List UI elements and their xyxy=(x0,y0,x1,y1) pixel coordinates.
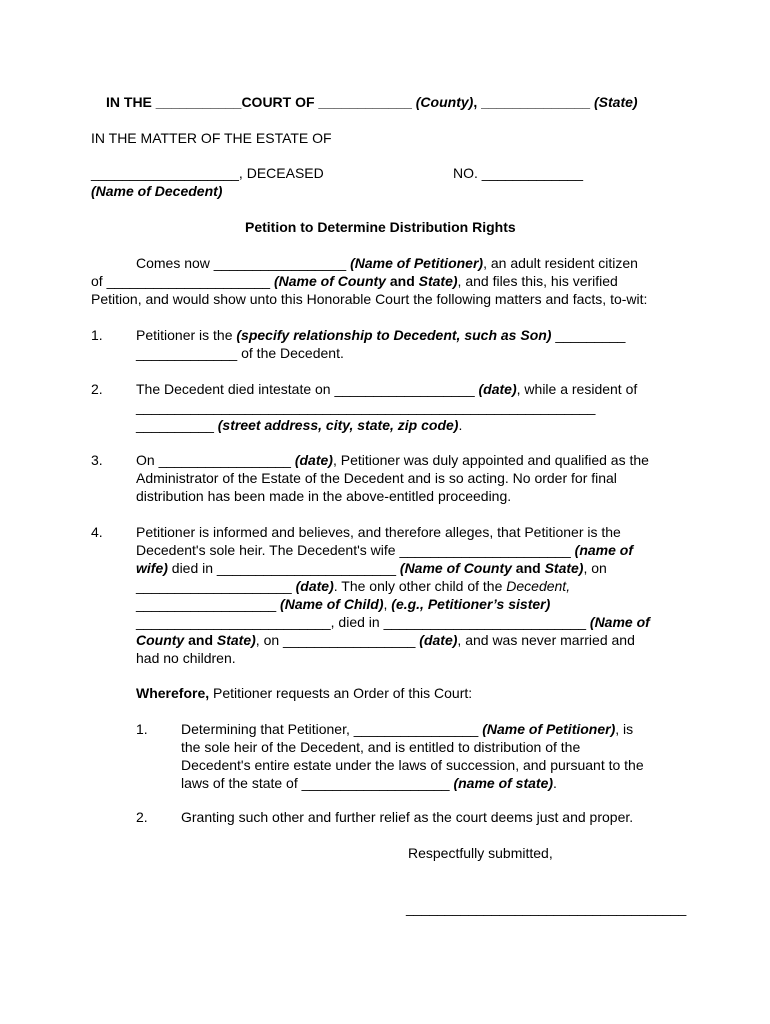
case-number: NO. _____________ xyxy=(453,165,583,181)
intro-text: , an adult resident citizen xyxy=(483,255,638,271)
item-4-text: . The only other child of the xyxy=(333,578,507,594)
request-1-text: Determining that Petitioner, ________________ xyxy=(181,721,483,737)
item-4-wife-label: wife) xyxy=(136,560,168,576)
request-1-number: 1. xyxy=(136,721,148,737)
item-4-county-label: County xyxy=(136,632,189,648)
intro-text: , and files this, his verified xyxy=(457,273,618,289)
matter-line: IN THE MATTER OF THE ESTATE OF xyxy=(91,130,332,146)
item-3-line-3: distribution has been made in the above-entitled proceeding. xyxy=(136,488,512,504)
intro-state-label: State) xyxy=(414,273,458,289)
item-4-and: and xyxy=(515,560,541,576)
item-1-line-1 xyxy=(136,326,625,344)
request-1-petitioner-label: (Name of Petitioner) xyxy=(482,721,616,737)
name-of-decedent-label: (Name of Decedent) xyxy=(91,183,223,199)
item-4-text: _________________________, died in __________________________ xyxy=(136,614,590,630)
request-1-state-label: (name of state) xyxy=(453,775,554,791)
item-2-date-label: (date) xyxy=(478,381,517,397)
item-1-blank: _________ xyxy=(551,327,626,343)
item-4-date-label: (date) xyxy=(419,632,458,648)
request-1-text: laws of the state of ___________________ xyxy=(181,775,454,791)
item-3-text: , Petitioner was duly appointed and qualified as the xyxy=(332,452,649,468)
intro-text: of _____________________ xyxy=(91,273,274,289)
wherefore-text: Petitioner requests an Order of this Court: xyxy=(209,685,473,701)
item-2-address-label: (street address, city, state, zip code) xyxy=(217,417,459,433)
item-4-blank: __________________ xyxy=(136,596,281,612)
item-2-line-1 xyxy=(136,380,637,398)
item-4-text: , and was never married and xyxy=(457,632,635,648)
item-3-line-1 xyxy=(136,451,649,469)
item-4-line-1: Petitioner is informed and believes, and therefore alleges, that Petitioner is the xyxy=(136,524,621,540)
request-1-period: . xyxy=(553,775,557,791)
item-4-line-8: had no children. xyxy=(136,650,236,666)
signature-line: ____________________________________ xyxy=(406,900,687,916)
item-3-date-label: (date) xyxy=(294,452,333,468)
request-1-line-3: Decedent's entire estate under the laws of succession, and pursuant to the xyxy=(181,757,644,773)
caption-county: (County) xyxy=(415,94,474,110)
caption-state: (State) xyxy=(594,94,638,110)
item-4-state-label: State) xyxy=(540,560,584,576)
item-4-decedent-text: Decedent, xyxy=(506,578,571,594)
item-2-number: 2. xyxy=(91,381,103,397)
intro-line-1 xyxy=(136,254,638,272)
item-4-state-label: State) xyxy=(213,632,256,648)
item-4-wife-label: (name of xyxy=(574,542,633,558)
item-1-text: Petitioner is the xyxy=(136,327,237,343)
item-2-blank: __________ xyxy=(136,417,218,433)
item-4-example-label: (e.g., Petitioner’s sister) xyxy=(391,596,551,612)
request-2-number: 2. xyxy=(136,809,148,825)
item-4-text: died in _______________________ xyxy=(167,560,400,576)
item-4-county-label: (Name of xyxy=(589,614,650,630)
closing-text: Respectfully submitted, xyxy=(408,845,553,861)
item-4-text: Decedent's sole heir. The Decedent's wife ______________________ xyxy=(136,542,575,558)
item-2-text: The Decedent died intestate on __________________ xyxy=(136,381,479,397)
item-3-line-2: Administrator of the Estate of the Decedent and is so acting. No order for final xyxy=(136,470,617,486)
item-4-text: , xyxy=(383,596,392,612)
item-4-line-7 xyxy=(136,631,635,649)
document-title: Petition to Determine Distribution Rights xyxy=(245,219,516,235)
item-4-blank: ____________________ xyxy=(136,578,296,594)
request-1-line-2: the sole heir of the Decedent, and is entitled to distribution of the xyxy=(181,739,581,755)
caption-comma: , ______________ xyxy=(473,94,594,110)
item-2-text: , while a resident of xyxy=(516,381,638,397)
item-4-line-6 xyxy=(136,613,650,631)
item-1-line-2: _____________ of the Decedent. xyxy=(136,345,344,361)
item-4-line-3 xyxy=(136,559,607,577)
intro-and: and xyxy=(389,273,415,289)
intro-text: Comes now _________________ xyxy=(136,255,351,271)
request-2-text: Granting such other and further relief as the court deems just and proper. xyxy=(181,809,634,825)
intro-line-3: Petition, and would show unto this Honorable Court the following matters and facts, to-wit: xyxy=(91,291,648,307)
wherefore-heading: Wherefore, xyxy=(136,685,210,701)
item-4-line-2 xyxy=(136,541,633,559)
caption-in-the: IN THE ___________ xyxy=(106,94,242,110)
item-4-line-4 xyxy=(136,577,570,595)
caption-court-of: COURT OF ____________ xyxy=(241,94,416,110)
item-2-line-2: ___________________________________________________________ xyxy=(136,399,596,415)
intro-county-label: (Name of County xyxy=(273,273,390,289)
deceased-line: ___________________, DECEASED xyxy=(91,165,324,181)
request-1-line-1 xyxy=(181,720,633,738)
item-4-and: and xyxy=(188,632,213,648)
item-4-line-5 xyxy=(136,595,550,613)
item-1-number: 1. xyxy=(91,327,103,343)
item-4-date-label: (date) xyxy=(295,578,334,594)
intro-petitioner-label: (Name of Petitioner) xyxy=(350,255,484,271)
item-4-text: , on _________________ xyxy=(255,632,420,648)
item-2-period: . xyxy=(458,417,463,433)
request-1-line-4 xyxy=(181,774,557,792)
item-4-child-label: (Name of Child) xyxy=(280,596,384,612)
item-3-text: On _________________ xyxy=(136,452,295,468)
item-4-county-label: (Name of County xyxy=(399,560,516,576)
item-2-line-3 xyxy=(136,416,462,434)
item-1-relationship-label: (specify relationship to Decedent, such as Son) xyxy=(236,327,552,343)
item-4-text: , on xyxy=(583,560,607,576)
wherefore-line xyxy=(136,684,472,702)
item-4-number: 4. xyxy=(91,524,103,540)
request-1-text: , is xyxy=(615,721,634,737)
court-caption xyxy=(106,93,638,111)
item-3-number: 3. xyxy=(91,452,103,468)
intro-line-2 xyxy=(91,272,618,290)
